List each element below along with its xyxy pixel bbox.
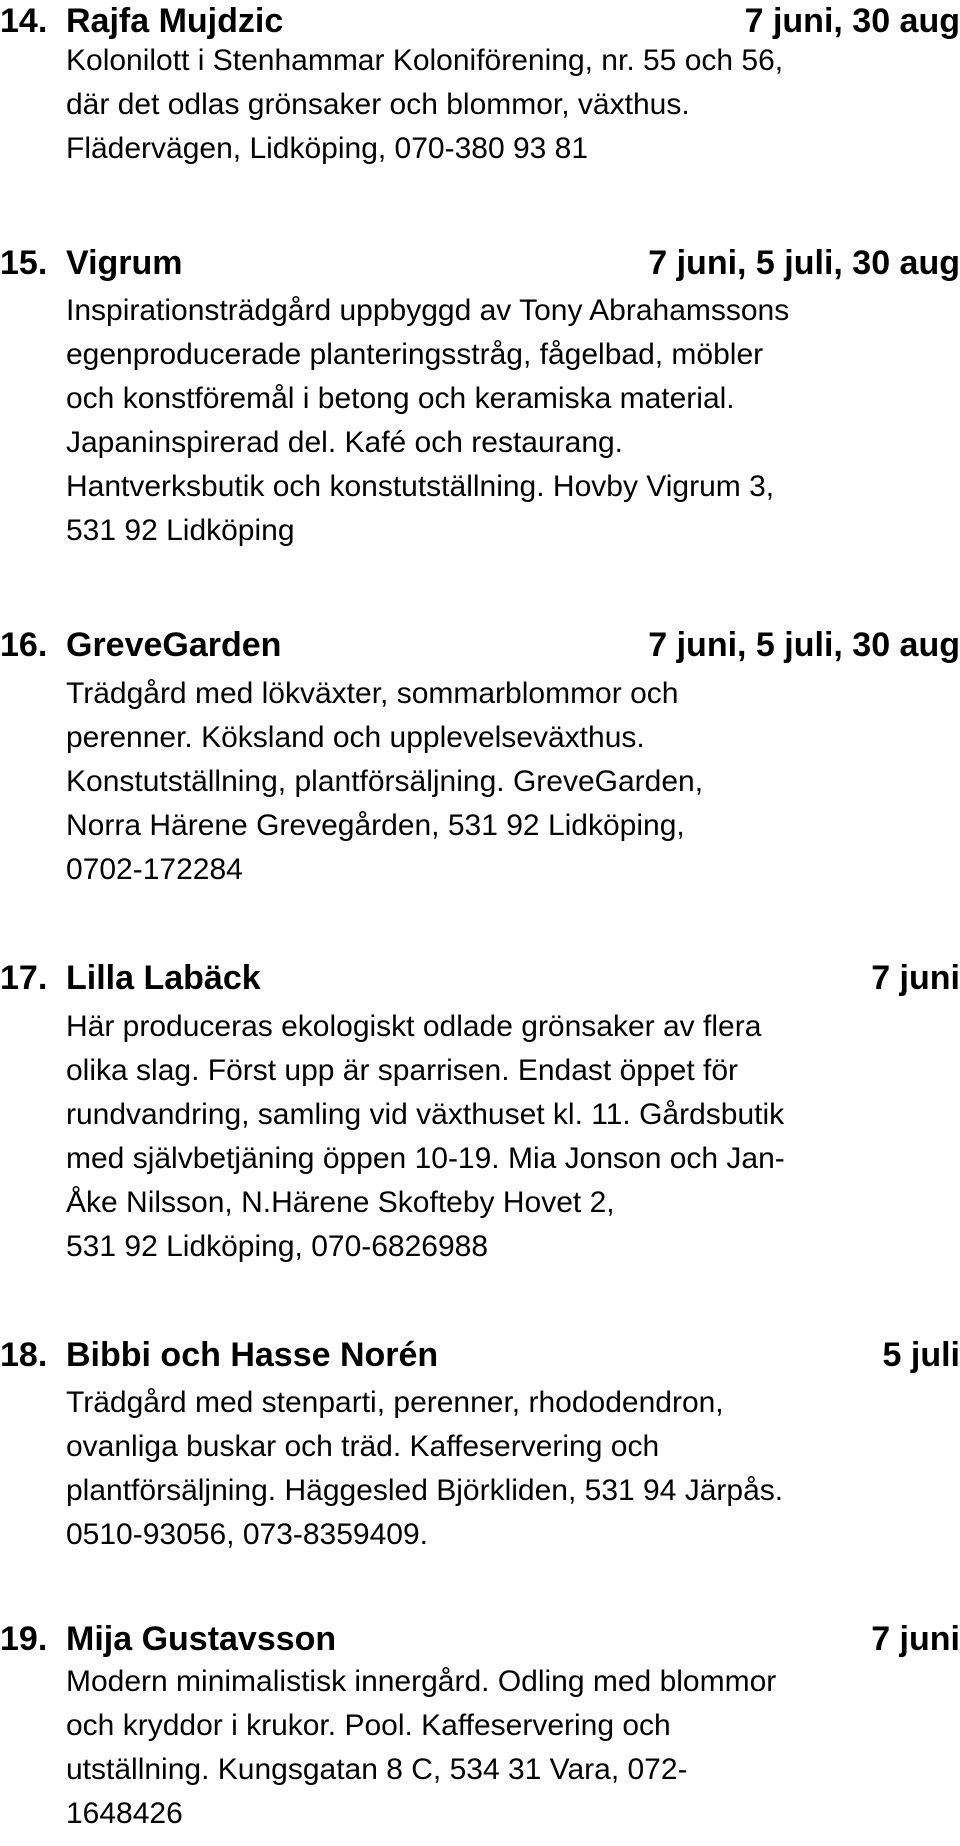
entry-number: 17. xyxy=(0,959,48,997)
description-line: plantförsäljning. Häggesled Björkliden, 531 94 Järpås. xyxy=(66,1474,784,1507)
description-line: perenner. Köksland och upplevelseväxthus. xyxy=(66,721,645,754)
entry-dates: 7 juni, 30 aug xyxy=(744,2,960,40)
entry-heading xyxy=(0,957,960,999)
description-line: ovanliga buskar och träd. Kaffeservering och xyxy=(66,1430,660,1463)
entry-name: GreveGarden xyxy=(66,626,282,664)
entry-name: Bibbi och Hasse Norén xyxy=(66,1336,439,1374)
entry-name: Vigrum xyxy=(66,244,183,282)
description-line: Hantverksbutik och konstutställning. Hovby Vigrum 3, xyxy=(66,470,775,503)
garden-entry xyxy=(0,957,960,1263)
description-line: och kryddor i krukor. Pool. Kaffeservering och xyxy=(66,1709,671,1742)
entry-number: 16. xyxy=(0,626,48,664)
description-line: 1648426 xyxy=(66,1797,183,1830)
description-line: Konstutställning, plantförsäljning. GreveGarden, xyxy=(66,765,704,798)
description-line: 531 92 Lidköping xyxy=(66,514,295,547)
garden-entry xyxy=(0,242,960,547)
entry-description xyxy=(66,1660,960,1836)
entry-dates: 7 juni xyxy=(871,1620,960,1658)
entry-heading xyxy=(0,242,960,284)
entry-dates: 7 juni xyxy=(871,959,960,997)
description-line: 531 92 Lidköping, 070-6826988 xyxy=(66,1230,489,1263)
entry-heading xyxy=(0,624,960,666)
description-line: Japaninspirerad del. Kafé och restaurang. xyxy=(66,426,624,459)
description-line: och konstföremål i betong och keramiska material. xyxy=(66,382,735,415)
garden-entry xyxy=(0,624,960,886)
entry-description xyxy=(66,39,960,171)
description-line: Modern minimalistisk innergård. Odling med blommor xyxy=(66,1665,777,1698)
description-line: Åke Nilsson, N.Härene Skofteby Hovet 2, xyxy=(66,1186,615,1219)
description-line: Trädgård med stenparti, perenner, rhododendron, xyxy=(66,1386,724,1419)
description-line: Norra Härene Grevegården, 531 92 Lidköping, xyxy=(66,809,685,842)
entry-number: 14. xyxy=(0,2,48,40)
description-line: Kolonilott i Stenhammar Koloniförening, nr. 55 och 56, xyxy=(66,44,784,77)
entry-description xyxy=(66,672,960,892)
garden-entry xyxy=(0,1618,960,1830)
garden-entry xyxy=(0,1334,960,1551)
entry-number: 19. xyxy=(0,1620,48,1658)
description-line: utställning. Kungsgatan 8 C, 534 31 Vara, 072- xyxy=(66,1753,688,1786)
entry-name: Lilla Labäck xyxy=(66,959,261,997)
entry-heading xyxy=(0,1334,960,1376)
entry-description xyxy=(66,1381,960,1557)
description-line: Flädervägen, Lidköping, 070-380 93 81 xyxy=(66,132,589,165)
entry-number: 18. xyxy=(0,1336,48,1374)
description-line: Här produceras ekologiskt odlade grönsaker av flera xyxy=(66,1010,762,1043)
garden-entry xyxy=(0,0,960,165)
description-line: där det odlas grönsaker och blommor, växthus. xyxy=(66,88,690,121)
entry-description xyxy=(66,1005,960,1269)
entry-description xyxy=(66,289,960,553)
entry-name: Rajfa Mujdzic xyxy=(66,2,284,40)
description-line: med självbetjäning öppen 10-19. Mia Jonson och Jan- xyxy=(66,1142,785,1175)
description-line: egenproducerade planteringsstråg, fågelbad, möbler xyxy=(66,338,764,371)
entry-dates: 5 juli xyxy=(882,1336,960,1374)
description-line: olika slag. Först upp är sparrisen. Endast öppet för xyxy=(66,1054,739,1087)
description-line: rundvandring, samling vid växthuset kl. 11. Gårdsbutik xyxy=(66,1098,785,1131)
entry-heading xyxy=(0,0,960,42)
entry-heading xyxy=(0,1618,960,1660)
entry-dates: 7 juni, 5 juli, 30 aug xyxy=(648,244,960,282)
description-line: Trädgård med lökväxter, sommarblommor och xyxy=(66,677,679,710)
entry-dates: 7 juni, 5 juli, 30 aug xyxy=(648,626,960,664)
description-line: 0510-93056, 073-8359409. xyxy=(66,1518,428,1551)
entry-number: 15. xyxy=(0,244,48,282)
description-line: Inspirationsträdgård uppbyggd av Tony Abrahamssons xyxy=(66,294,790,327)
description-line: 0702-172284 xyxy=(66,853,243,886)
entry-name: Mija Gustavsson xyxy=(66,1620,337,1658)
